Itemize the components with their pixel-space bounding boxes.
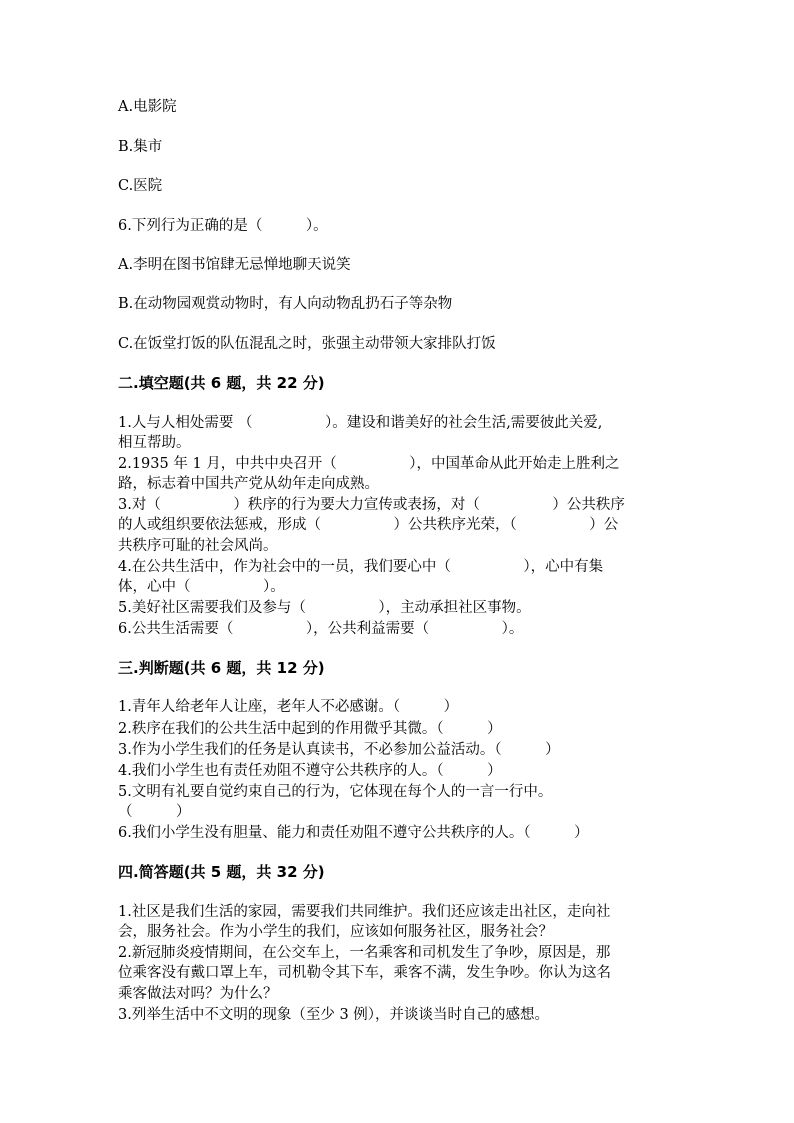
true-false-line: （ ） xyxy=(118,804,191,820)
fill-in-line: 的人或组织要依法惩戒，形成（ ）公共秩序光荣，（ ）公 xyxy=(118,517,619,533)
fill-in-line: 1.人与人相处需要 （ ）。建设和谐美好的社会生活,需要彼此关爱, xyxy=(118,415,603,431)
true-false-line: 5.文明有礼要自觉约束自己的行为，它体现在每个人的一言一行中。 xyxy=(118,784,553,800)
short-answer-line: 位乘客没有戴口罩上车，司机勒令其下车，乘客不满，发生争吵。你认为这名 xyxy=(118,965,611,981)
short-answer-line: 1.社区是我们生活的家园，需要我们共同维护。我们还应该走出社区，走向社 xyxy=(118,904,611,920)
fill-in-line: 共秩序可耻的社会风尚。 xyxy=(118,538,278,554)
section-title-true-false: 三.判断题(共 6 题，共 12 分) xyxy=(118,659,325,677)
true-false-line: 6.我们小学生没有胆量、能力和责任劝阻不遵守公共秩序的人。（ ） xyxy=(118,825,589,841)
short-answer-line: 乘客做法对吗？为什么？ xyxy=(118,986,278,1002)
fill-in-line: 2.1935 年 1 月，中共中央召开（ ），中国革命从此开始走上胜利之 xyxy=(118,456,620,472)
fill-in-line: 3.对（ ）秩序的行为要大力宣传或表扬，对（ ）公共秩序 xyxy=(118,497,625,513)
question-6-option-b: B.在动物园观赏动物时，有人向动物乱扔石子等杂物 xyxy=(118,296,453,312)
question-6: 6.下列行为正确的是（ ）。 xyxy=(118,218,328,234)
section-title-short-answer: 四.简答题(共 5 题，共 32 分) xyxy=(118,863,325,881)
option-c: C.医院 xyxy=(118,178,163,194)
fill-in-line: 5.美好社区需要我们及参与（ ），主动承担社区事物。 xyxy=(118,600,531,616)
fill-in-line: 相互帮助。 xyxy=(118,435,191,451)
question-6-option-a: A.李明在图书馆肆无忌惮地聊天说笑 xyxy=(118,257,351,273)
short-answer-line: 3.列举生活中不文明的现象（至少 3 例），并谈谈当时自己的感想。 xyxy=(118,1007,550,1023)
fill-in-line: 4.在公共生活中，作为社会中的一员，我们要心中（ ），心中有集 xyxy=(118,559,604,575)
true-false-line: 4.我们小学生也有责任劝阻不遵守公共秩序的人。（ ） xyxy=(118,763,502,779)
true-false-line: 3.作为小学生我们的任务是认真读书，不必参加公益活动。（ ） xyxy=(118,742,560,758)
fill-in-line: 6.公共生活需要（ ），公共利益需要（ ）。 xyxy=(118,621,524,637)
option-b: B.集市 xyxy=(118,139,163,155)
option-a: A.电影院 xyxy=(118,99,177,115)
question-6-option-c: C.在饭堂打饭的队伍混乱之时，张强主动带领大家排队打饭 xyxy=(118,336,496,352)
fill-in-line: 体，心中（ ）。 xyxy=(118,579,285,595)
true-false-line: 1.青年人给老年人让座，老年人不必感谢。（ ） xyxy=(118,699,459,715)
section-title-fill-in: 二.填空题(共 6 题，共 22 分) xyxy=(118,374,325,392)
short-answer-line: 会，服务社会。作为小学生的我们，应该如何服务社区，服务社会？ xyxy=(118,924,553,940)
fill-in-line: 路，标志着中国共产党从幼年走向成熟。 xyxy=(118,476,379,492)
short-answer-line: 2.新冠肺炎疫情期间，在公交车上，一名乘客和司机发生了争吵，原因是，那 xyxy=(118,945,611,961)
true-false-line: 2.秩序在我们的公共生活中起到的作用微乎其微。（ ） xyxy=(118,721,502,737)
